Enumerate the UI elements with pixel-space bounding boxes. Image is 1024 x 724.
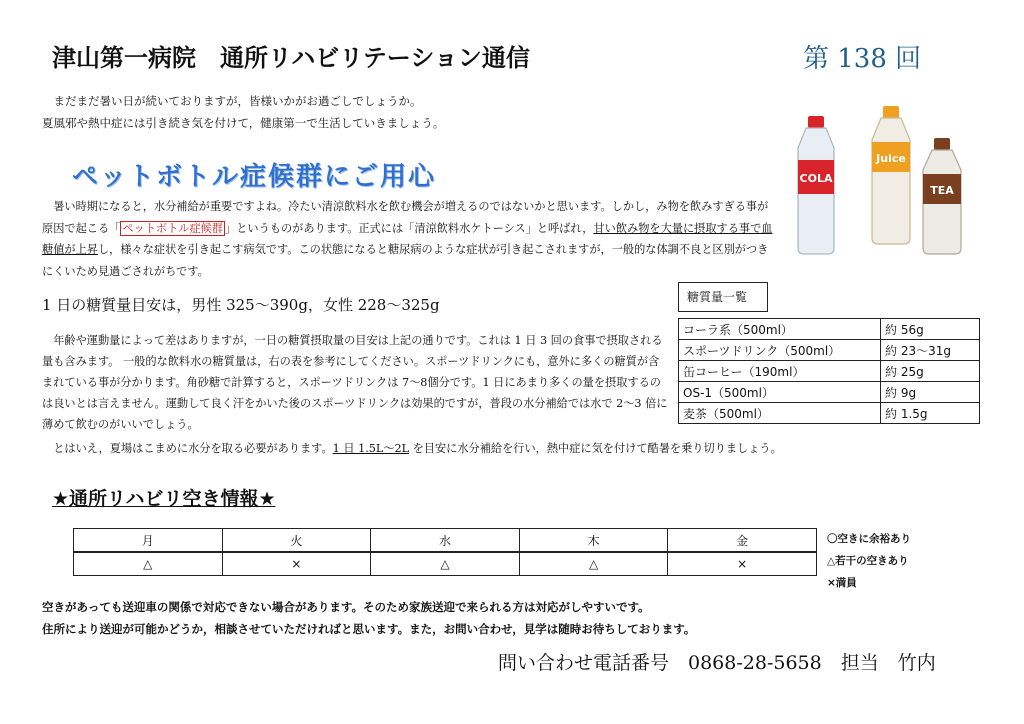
para1-underlined: 甘い飲み物を大量に摂取する事で血糖値が上昇 — [42, 221, 773, 256]
status-wednesday: △ — [371, 552, 520, 576]
juice-label: Juice — [876, 152, 906, 165]
para1-pre: み物を飲みすぎる事が原因で起こる「 — [42, 200, 769, 235]
drink-name: 麦茶（500ml） — [679, 403, 881, 424]
table-row — [74, 529, 817, 553]
para3-intro: とはいえ，夏場はこまめに水分を取る必要があります。 — [42, 442, 333, 455]
status-tuesday: × — [222, 552, 371, 576]
legend-item: 〇空きに余裕あり — [827, 533, 911, 545]
day-friday: 金 — [668, 529, 817, 553]
sugar-amount: 約 56g — [881, 319, 980, 340]
daily-water-amount: 1 日 1.5L～2L — [332, 442, 410, 455]
day-wednesday: 水 — [371, 529, 520, 553]
sugar-table — [678, 318, 980, 424]
transport-notes — [42, 596, 695, 640]
petbottle-paragraph — [42, 196, 777, 282]
status-monday: △ — [74, 552, 223, 576]
sugar-amount: 約 25g — [881, 361, 980, 382]
sugar-explanation-paragraph: 年齢や運動量によって差はありますが，一日の糖質摂取量の目安は上記の通りです。これは 1 日 3 回の食事で摂取される量も含みます。 一般的な飲料水の糖質量は，右の表を参考にしてください。スポーツドリンクにも，意外に多くの糖質が含まれている事が分かります。角砂糖で計算すると，スポーツドリンクは 7～8個分です。1 日にあまり多くの量を摂取するのは良いとは言えません。運動して良く汗をかいた後のスポーツドリンクは効果的ですが，普段の水分補給では水で 2～3 倍に薄めて飲むのがいいでしょう。 — [42, 334, 668, 431]
para1-intro: 暑い時期になると，水分補給が重要ですよね。冷たい清涼飲料水を飲む機会が増えるのではないかと思います。しかし， — [42, 200, 657, 213]
para1-post: 」というものがあります。正式には「清涼飲料水ケトーシス」と呼ばれ， — [225, 221, 594, 235]
sugar-amount: 約 23～31g — [881, 340, 980, 361]
tea-label: TEA — [930, 184, 954, 197]
issue-number: 第 138 回 — [803, 44, 922, 74]
table-row — [679, 319, 980, 340]
day-tuesday: 火 — [222, 529, 371, 553]
cola-bottle-icon — [798, 116, 834, 254]
table-row — [679, 382, 980, 403]
para1-end: この状態になると糖尿病のような症状が引き起こされますが，一般的な体調不良と区別がつきにくいため見過ごされがちです。 — [42, 243, 769, 278]
sugar-amount: 約 9g — [881, 382, 980, 403]
note-line-2: 住所により送迎が可能かどうか，相談させていただければと思います。また，お問い合わせ，見学は随時お待ちしております。 — [42, 622, 696, 636]
drink-name: スポーツドリンク（500ml） — [679, 340, 881, 361]
status-thursday: △ — [519, 552, 668, 576]
section-heading: ペットボトル症候群にご用心 — [72, 162, 437, 192]
para1-mid: し，様々な症状を引き起こす病気です。 — [97, 243, 299, 256]
greeting-line-1: まだまだ暑い日が続いておりますが，皆様いかがお過ごしでしょうか。 — [42, 94, 422, 108]
contact-info: 問い合わせ電話番号 0868-28-5658 担当 竹内 — [498, 652, 936, 674]
para3-end: を目安に水分補給を行い，熱中症に気を付けて酷暑を乗り切りましょう。 — [409, 442, 782, 455]
table-row — [679, 403, 980, 424]
hydration-paragraph — [42, 438, 862, 459]
table-row — [679, 361, 980, 382]
juice-bottle-icon — [872, 106, 910, 244]
day-thursday: 木 — [519, 529, 668, 553]
greeting — [42, 90, 562, 134]
bottles-illustration — [786, 98, 986, 258]
petbottle-syndrome-term: ペットボトル症候群 — [122, 221, 224, 235]
tea-bottle-icon — [923, 138, 961, 254]
table-row — [679, 340, 980, 361]
table-row — [74, 552, 817, 576]
day-monday: 月 — [74, 529, 223, 553]
sugar-table-caption: 糖質量一覧 — [678, 282, 768, 312]
legend-item: ×満員 — [827, 577, 857, 589]
newsletter-title: 津山第一病院 通所リハビリテーション通信 — [52, 44, 530, 72]
cola-label: COLA — [799, 172, 833, 185]
greeting-line-2: 夏風邪や熱中症には引き続き気を付けて，健康第一で生活していきましょう。 — [42, 116, 445, 130]
availability-table — [73, 528, 817, 576]
sugar-amount: 約 1.5g — [881, 403, 980, 424]
note-line-1: 空きがあっても送迎車の関係で対応できない場合があります。そのため家族送迎で来られる方は対応がしやすいです。 — [42, 600, 650, 614]
status-friday: × — [668, 552, 817, 576]
drink-name: 缶コーヒー（190ml） — [679, 361, 881, 382]
daily-sugar-guide: 1 日の糖質量目安は，男性 325～390g，女性 228～325g — [42, 296, 440, 314]
legend-item: △若干の空きあり — [827, 555, 909, 567]
availability-legend — [827, 528, 911, 594]
availability-heading: ★通所リハビリ空き情報★ — [52, 488, 276, 510]
drink-name: コーラ系（500ml） — [679, 319, 881, 340]
drink-name: OS-1（500ml） — [679, 382, 881, 403]
